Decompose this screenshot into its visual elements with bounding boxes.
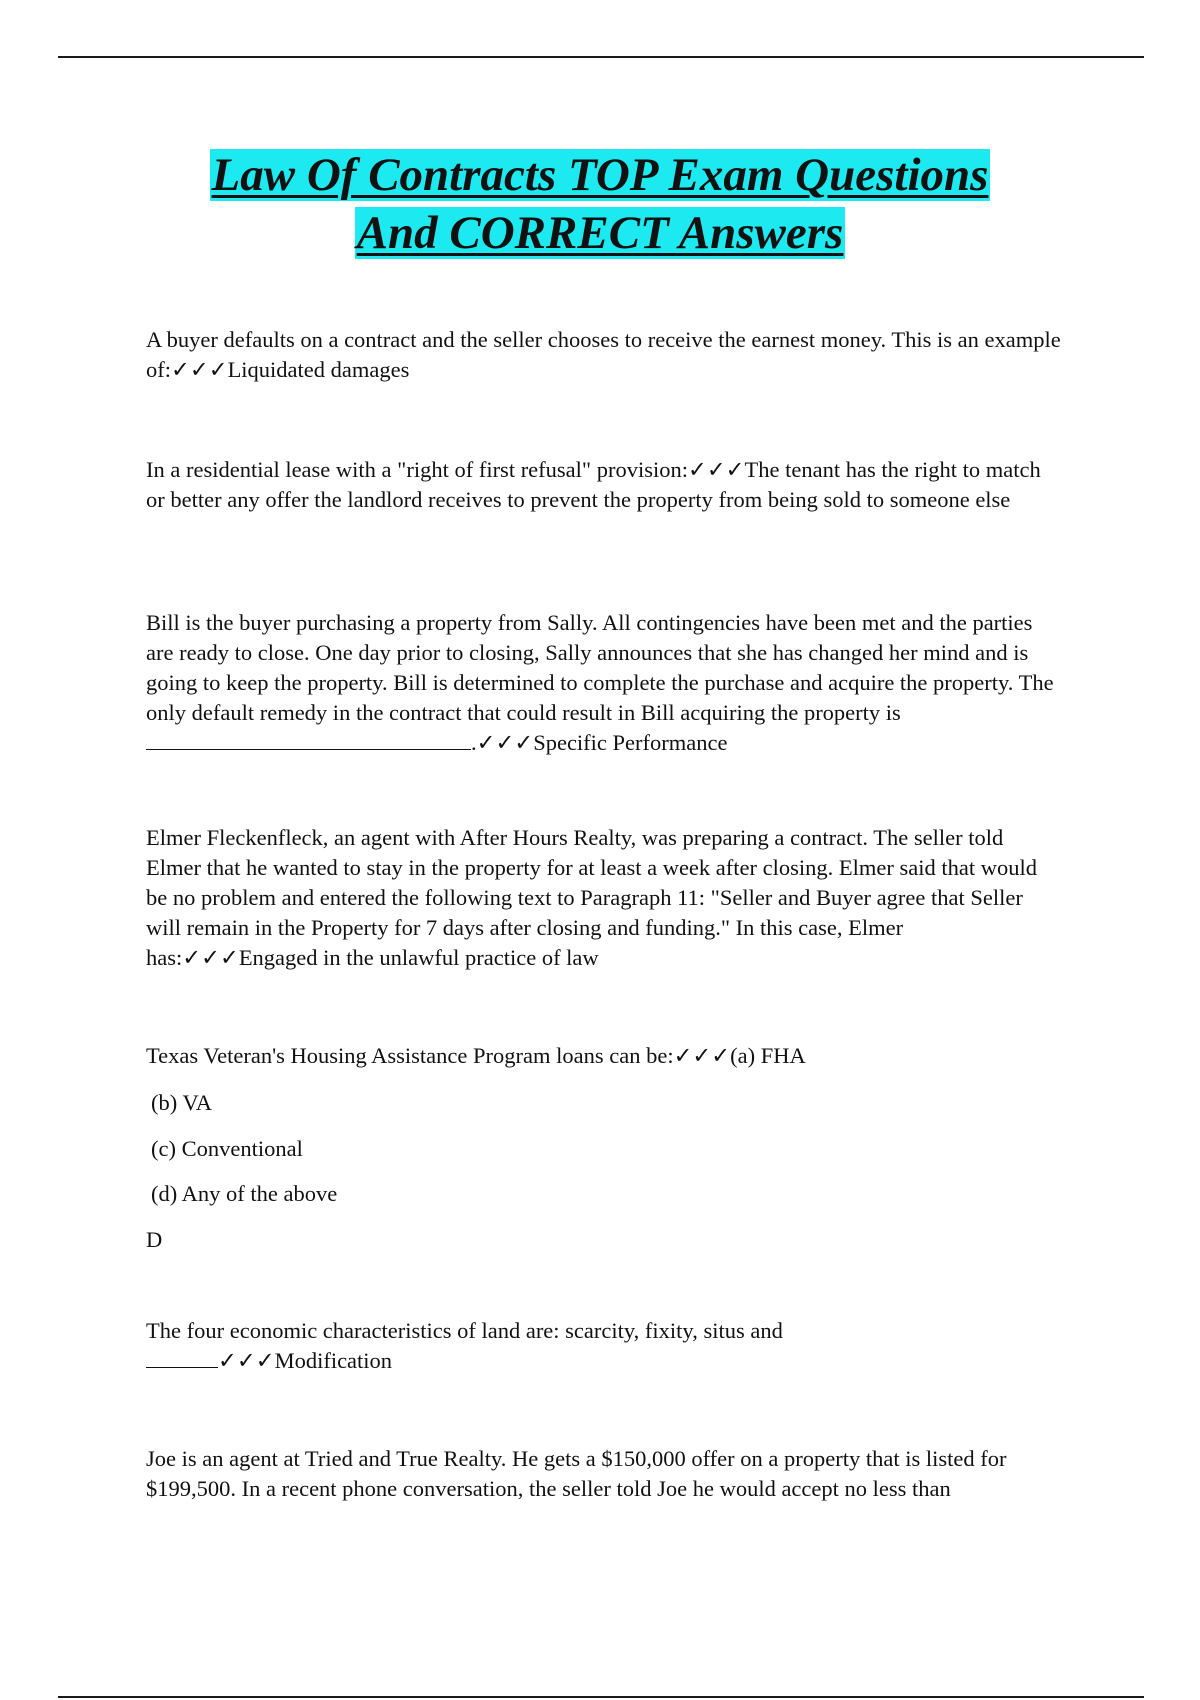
- final-answer: D: [146, 1227, 163, 1252]
- question-text: Texas Veteran's Housing Assistance Program loans can be:: [146, 1043, 674, 1068]
- checkmarks-icon: ✓✓✓: [218, 1348, 275, 1373]
- bottom-rule: [58, 1696, 1144, 1698]
- question-4: [146, 823, 1062, 973]
- question-2: [146, 455, 1062, 515]
- checkmarks-icon: ✓✓✓: [673, 1043, 731, 1068]
- question-1: [146, 325, 1062, 385]
- answer-text: The tenant has the right to match or better any offer the landlord receives to prevent the property from being sold to someone else: [146, 457, 1041, 512]
- checkmarks-icon: ✓✓✓: [687, 457, 745, 482]
- answer-blank-line: [146, 729, 471, 750]
- option-b: (b) VA: [151, 1090, 213, 1115]
- checkmarks-icon: ✓✓✓: [171, 357, 228, 382]
- question-text: Joe is an agent at Tried and True Realty. He gets a $150,000 offer on a property that is listed for $199,500. In a recent phone conversation, the seller told Joe he would accept no less than: [146, 1446, 1007, 1501]
- checkmarks-icon: ✓✓✓: [182, 945, 239, 970]
- question-6: [146, 1316, 1062, 1376]
- checkmarks-icon: ✓✓✓: [476, 730, 534, 755]
- question-text: A buyer defaults on a contract and the seller chooses to receive the earnest money. This is an example of:: [146, 327, 1061, 382]
- question-text: Elmer Fleckenfleck, an agent with After Hours Realty, was preparing a contract. The seller told Elmer that he wanted to stay in the property for at least a week after closing. Elmer said that would be no problem and entered the following text to Paragraph 11: "Seller and Buyer agree that Seller will remain in the Property for 7 days after closing and funding." In this case, Elmer has:: [146, 825, 1037, 970]
- answer-blank-line: [146, 1347, 218, 1368]
- title-line-2: And CORRECT Answers: [356, 207, 844, 259]
- question-7: [146, 1444, 1062, 1504]
- answer-text: Modification: [274, 1348, 393, 1373]
- answer-text: Engaged in the unlawful practice of law: [238, 945, 599, 970]
- option-c: (c) Conventional: [151, 1136, 303, 1161]
- document-title: [0, 146, 1200, 262]
- answer-text: Specific Performance: [533, 730, 728, 755]
- question-text: The four economic characteristics of land are: scarcity, fixity, situs and: [146, 1318, 783, 1343]
- option-d: (d) Any of the above: [151, 1181, 338, 1206]
- answer-text: Liquidated damages: [227, 357, 410, 382]
- question-5: [146, 1041, 1062, 1071]
- question-text: In a residential lease with a "right of first refusal" provision:: [146, 457, 688, 482]
- top-rule: [58, 56, 1144, 58]
- question-3: [146, 608, 1062, 758]
- question-suffix: .: [471, 730, 477, 755]
- question-text: Bill is the buyer purchasing a property from Sally. All contingencies have been met and the parties are ready to close. One day prior to closing, Sally announces that she has changed her mind and is going to keep the property. Bill is determined to complete the purchase and acquire the property. The only default remedy in the contract that could result in Bill acquiring the property is: [146, 610, 1054, 725]
- answer-text: (a) FHA: [730, 1043, 806, 1068]
- title-line-1: Law Of Contracts TOP Exam Questions: [211, 149, 989, 201]
